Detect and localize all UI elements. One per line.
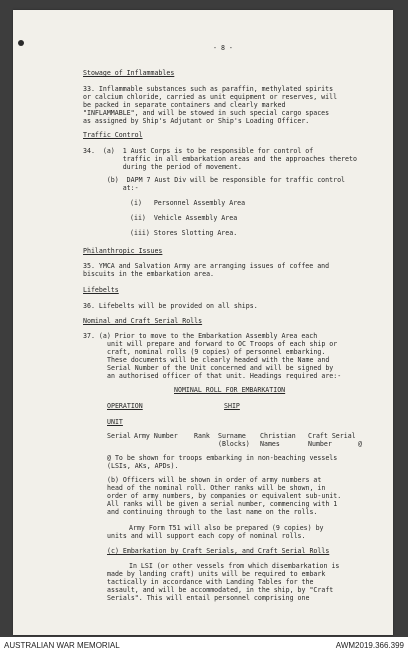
army-form-line: Army Form T51 will also be prepared (9 copies) by: [129, 524, 324, 532]
column-craft-serial: Craft Serial: [308, 432, 356, 440]
heading-stowage: Stowage of Inflammables: [83, 69, 175, 77]
heading-lifebelts: Lifebelts: [83, 286, 119, 294]
note-line: @ To be shown for troops embarking in non-beaching vessels: [107, 454, 338, 462]
column-serial: Serial: [107, 432, 131, 440]
para-37c-line: Serials". This will entail personnel comprising one: [107, 594, 310, 602]
para-37b-line: (b) Officers will be shown in order of army numbers at: [107, 476, 322, 484]
para-37-line: craft, nominal rolls (9 copies) of personnel embarking.: [107, 348, 326, 356]
para-33-line: or calcium chloride, carried as unit equipment or reserves, will: [83, 93, 338, 101]
para-37-line: an authorised officer of that unit. Headings required are:-: [107, 372, 342, 380]
column-craft-serial-sub: Number: [308, 440, 332, 448]
para-34-line: 34. (a) 1 Aust Corps is to be responsible for control of: [83, 147, 314, 155]
heading-philanthropic: Philanthropic Issues: [83, 247, 163, 255]
para-33-line: as assigned by Ship's Adjutant or Ship's Loading Officer.: [83, 117, 310, 125]
para-37b-line: All ranks will be given a serial number, commencing with 1: [107, 500, 338, 508]
traffic-area-item: (i) Personnel Assembly Area: [130, 199, 246, 207]
para-34-line: during the period of movement.: [83, 163, 242, 171]
note-line: (LSIs, AKs, APDs).: [107, 462, 179, 470]
ship-label: SHIP: [224, 402, 240, 410]
document-page: [13, 10, 393, 635]
column-at-marker: @: [358, 440, 362, 448]
footer-institution: AUSTRALIAN WAR MEMORIAL: [4, 641, 120, 650]
heading-traffic: Traffic Control: [83, 131, 143, 139]
column-rank: Rank: [194, 432, 210, 440]
punch-hole: [18, 40, 24, 46]
para-37c-heading: (c) Embarkation by Craft Serials, and Craft Serial Rolls: [107, 547, 330, 555]
unit-label: UNIT: [107, 418, 123, 426]
para-34-line: at:-: [83, 184, 139, 192]
column-surname-sub: (Blocks): [218, 440, 250, 448]
para-37c-line: In LSI (or other vessels from which disembarkation is: [129, 562, 340, 570]
para-37b-line: and continuing through to the last name on the rolls.: [107, 508, 318, 516]
para-33-line: 33. Inflammable substances such as paraffin, methylated spirits: [83, 85, 334, 93]
para-37c-line: assault, and will be accommodated, in the ship, by "Craft: [107, 586, 334, 594]
traffic-area-item: (ii) Vehicle Assembly Area: [130, 214, 238, 222]
nominal-roll-title: NOMINAL ROLL FOR EMBARKATION: [174, 386, 286, 394]
page-number: - 8 -: [213, 44, 233, 52]
para-37-line: These documents will be clearly headed with the Name and: [107, 356, 330, 364]
para-33-line: "INFLAMMABLE", and will be stowed in such special cargo spaces: [83, 109, 330, 117]
heading-nominal-rolls: Nominal and Craft Serial Rolls: [83, 317, 203, 325]
archive-footer: [0, 637, 408, 653]
operation-label: OPERATION: [107, 402, 143, 410]
para-37c-line: tactically in accordance with Landing Tables for the: [107, 578, 314, 586]
para-33-line: be packed in separate containers and clearly marked: [83, 101, 286, 109]
column-christian-sub: Names: [260, 440, 280, 448]
footer-accession-id: AWM2019.366.399: [335, 641, 404, 650]
column-christian: Christian: [260, 432, 296, 440]
army-form-line: units and will support each copy of nominal rolls.: [107, 532, 306, 540]
traffic-area-item: (iii) Stores Slotting Area.: [130, 229, 238, 237]
para-34-line: (b) DAPM 7 Aust Div will be responsible for traffic control: [83, 176, 346, 184]
para-36-line: 36. Lifebelts will be provided on all ships.: [83, 302, 258, 310]
para-37-line: 37. (a) Prior to move to the Embarkation Assembly Area each: [83, 332, 318, 340]
para-35-line: 35. YMCA and Salvation Army are arranging issues of coffee and: [83, 262, 330, 270]
column-army-number: Army Number: [134, 432, 178, 440]
para-37b-line: head of the nominal roll. Other ranks will be shown, in: [107, 484, 326, 492]
para-37-line: unit will prepare and forward to OC Troops of each ship or: [107, 340, 338, 348]
para-37b-line: order of army numbers, by companies or equivalent sub-unit.: [107, 492, 342, 500]
para-37c-line: made by landing craft) units will be required to embark: [107, 570, 326, 578]
column-surname: Surname: [218, 432, 246, 440]
para-34-line: traffic in all embarkation areas and the approaches thereto: [83, 155, 357, 163]
para-35-line: biscuits in the embarkation area.: [83, 270, 215, 278]
para-37-line: Serial Number of the Unit concerned and will be signed by: [107, 364, 334, 372]
